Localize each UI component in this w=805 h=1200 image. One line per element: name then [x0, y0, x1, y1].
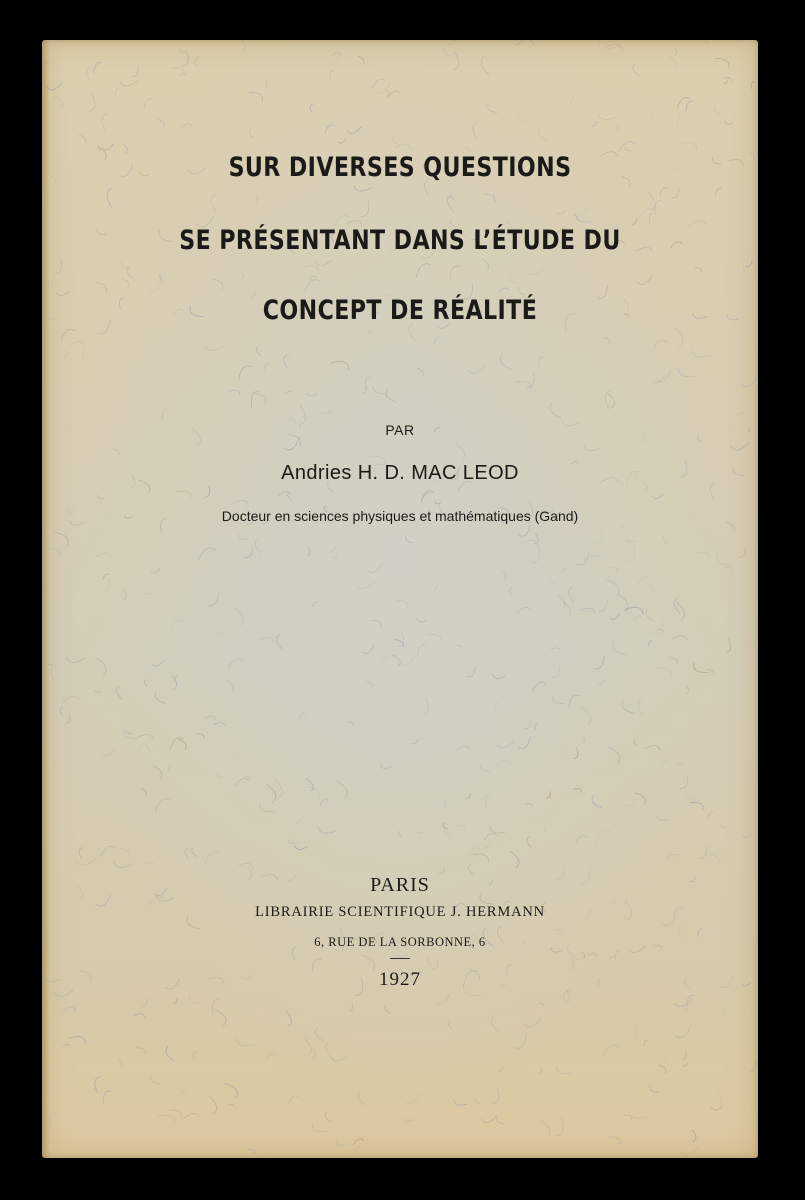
divider-dash: [390, 958, 410, 959]
author-credentials: Docteur en sciences physiques et mathématiques (Gand): [221, 508, 579, 524]
publisher-address: 6, RUE DE LA SORBONNE, 6: [314, 935, 486, 949]
by-label: PAR: [385, 422, 415, 438]
publisher-name: LIBRAIRIE SCIENTIFIQUE J. HERMANN: [255, 904, 545, 920]
publication-year: 1927: [379, 969, 421, 990]
title-line-2: SE PRÉSENTANT DANS L’ÉTUDE DU: [179, 225, 621, 256]
title-line-3: CONCEPT DE RÉALITÉ: [262, 295, 538, 326]
publication-city: PARIS: [370, 874, 430, 896]
title-line-1: SUR DIVERSES QUESTIONS: [228, 152, 572, 183]
book-cover: [42, 40, 758, 1158]
author-name: Andries H. D. MAC LEOD: [281, 462, 519, 484]
